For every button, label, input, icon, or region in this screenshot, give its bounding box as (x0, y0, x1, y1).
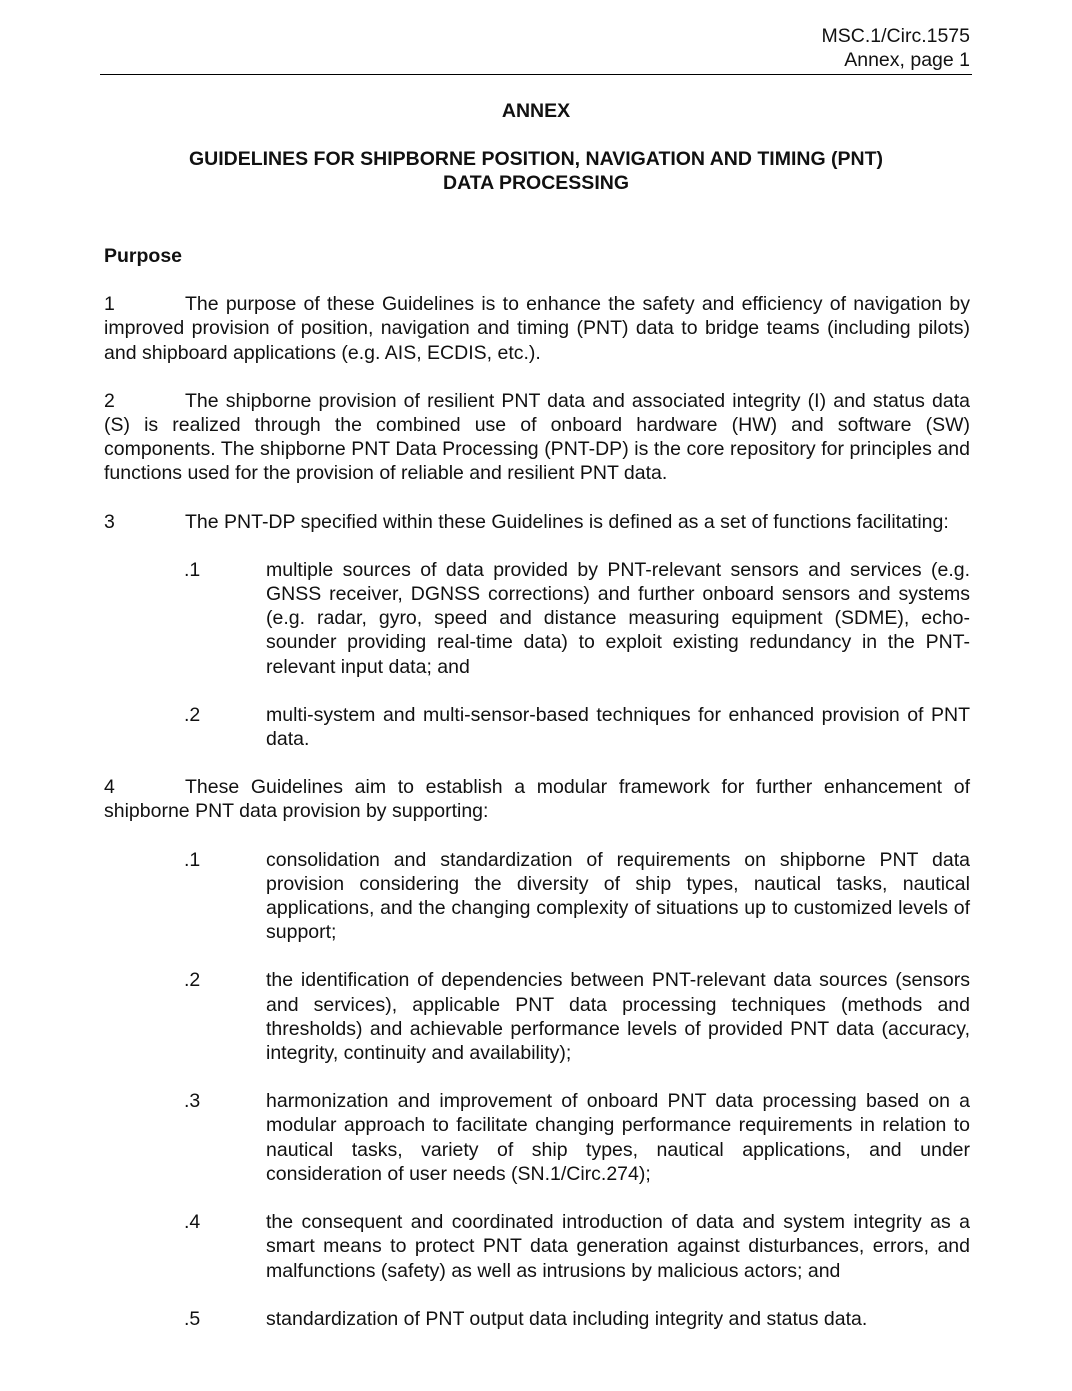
document-body (104, 244, 970, 1355)
paragraph-text: The purpose of these Guidelines is to enhance the safety and efficiency of navigation by improved provision of position, navigation and timing (PNT) data to bridge teams (including pilots) and shipboard applications (e.g. AIS, ECDIS, etc.). (104, 293, 970, 364)
list-item-number: .3 (184, 1090, 201, 1113)
list-item-text: the identification of dependencies between PNT-relevant data sources (sensors and services), applicable PNT data processing techniques (methods and thresholds) and achievable performance levels of provided PNT data (accuracy, integrity, continuity and availability); (266, 969, 970, 1065)
list-item (104, 1089, 970, 1186)
guidelines-title (0, 147, 1072, 195)
list-item-number: .1 (184, 558, 201, 581)
paragraph-text: These Guidelines aim to establish a modular framework for further enhancement of shipborne PNT data provision by supporting: (104, 776, 970, 823)
paragraph-number: 2 (104, 389, 115, 412)
paragraph-2 (104, 389, 970, 486)
list-item (104, 848, 970, 945)
list-item-number: .2 (184, 703, 201, 726)
list-item (104, 968, 970, 1065)
paragraph-number: 3 (104, 510, 115, 533)
paragraph-1 (104, 292, 970, 365)
list-item-text: standardization of PNT output data including integrity and status data. (266, 1307, 868, 1330)
guidelines-title-line-1: GUIDELINES FOR SHIPBORNE POSITION, NAVIGATION AND TIMING (PNT) (188, 148, 884, 170)
list-item-text: consolidation and standardization of requirements on shipborne PNT data provision considering the diversity of ship types, nautical tasks, nautical applications, and the changing complexity of situations up to customized levels of support; (266, 848, 970, 944)
page-reference: Annex, page 1 (844, 49, 970, 71)
annex-title: ANNEX (501, 100, 571, 122)
paragraph-text: The PNT-DP specified within these Guidelines is defined as a set of functions facilitating: (185, 510, 949, 533)
list-item-number: .4 (184, 1211, 201, 1234)
paragraph-text: The shipborne provision of resilient PNT data and associated integrity (I) and status data (S) is realized through the combined use of onboard hardware (HW) and software (SW) components. The shipborne PNT Data Processing (PNT-DP) is the core repository for principles and functions used for the provision of reliable and resilient PNT data. (104, 389, 970, 485)
page-header (100, 24, 972, 75)
list-item-text: multiple sources of data provided by PNT-relevant sensors and services (e.g. GNSS receiver, DGNSS corrections) and further onboard sensors and systems (e.g. radar, gyro, speed and distance measuring equipment (SDME), echo-sounder providing real-time data) to exploit existing redundancy in the PNT-relevant input data; and (266, 558, 970, 678)
document-reference: MSC.1/Circ.1575 (821, 25, 970, 47)
list-item-number: .2 (184, 969, 201, 992)
list-item-number: .1 (184, 848, 201, 871)
section-heading-purpose: Purpose (104, 245, 183, 267)
paragraph-number: 4 (104, 776, 115, 799)
paragraph-number: 1 (104, 293, 115, 316)
list-item-text: harmonization and improvement of onboard PNT data processing based on a modular approach to facilitate changing performance requirements in relation to nautical tasks, variety of ship types, nautical applications, and under consideration of user needs (SN.1/Circ.274); (266, 1090, 970, 1185)
guidelines-title-line-2: DATA PROCESSING (443, 172, 629, 194)
list-item (104, 1307, 970, 1331)
list-item-number: .5 (184, 1307, 201, 1330)
list-item (104, 558, 970, 679)
paragraph-3 (104, 510, 970, 534)
list-item-text: multi-system and multi-sensor-based techniques for enhanced provision of PNT data. (266, 703, 970, 751)
list-item (104, 703, 970, 751)
paragraph-4 (104, 775, 970, 823)
list-item-text: the consequent and coordinated introduction of data and system integrity as a smart means to protect PNT data generation against disturbances, errors, and malfunctions (safety) as well as intrusions by malicious actors; and (266, 1211, 970, 1282)
list-item (104, 1210, 970, 1283)
